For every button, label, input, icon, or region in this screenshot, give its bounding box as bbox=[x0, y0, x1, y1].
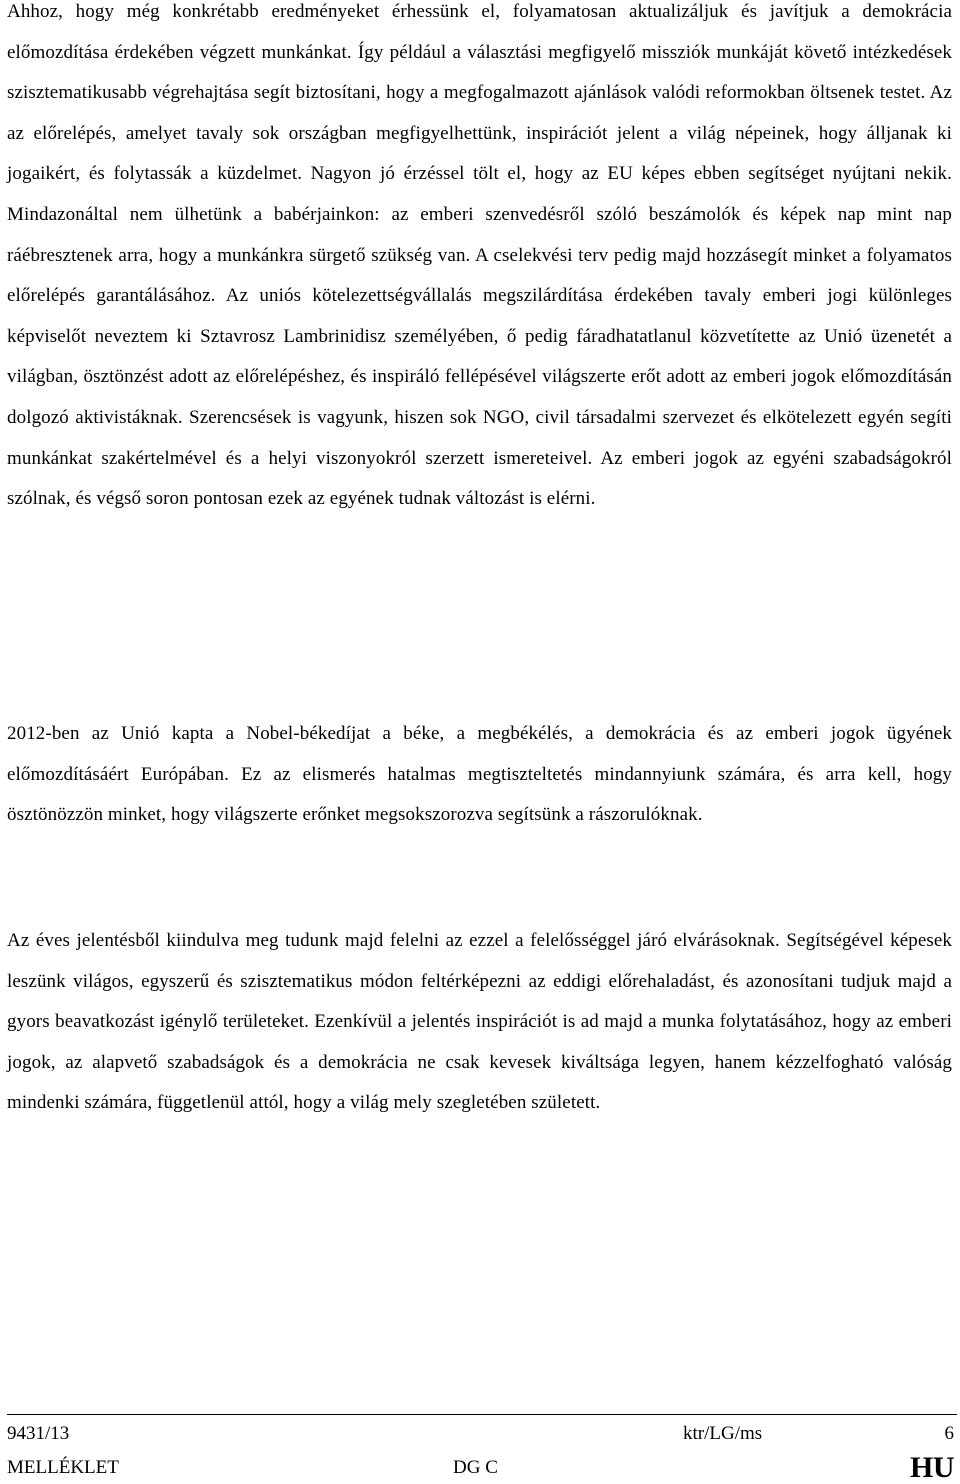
footer-dg: DG C bbox=[453, 1457, 498, 1478]
footer-divider bbox=[7, 1414, 957, 1415]
body-paragraph-3: Az éves jelentésből kiindulva meg tudunk majd felelni az ezzel a felelősséggel járó elvárásoknak. Segítségével képesek leszünk világos, egyszerű és szisztematikus módon feltérképezni az eddigi előrehaladást, és azonosítani tudjuk majd a gyors beavatkozást igénylő területeket. Ezenkívül a jelentés inspirációt is ad majd a munka folytatásához, hogy az emberi jogok, az alapvető szabadságok és a demokrácia ne csak kevesek kiváltsága legyen, hanem kézzelfogható valóság mindenki számára, függetlenül attól, hogy a világ mely szegletében született. bbox=[7, 930, 952, 1114]
footer-annex: MELLÉKLET bbox=[7, 1457, 119, 1478]
footer-doc-number: 9431/13 bbox=[7, 1423, 70, 1444]
body-paragraph-1: Ahhoz, hogy még konkrétabb eredményeket érhessünk el, folyamatosan aktualizáljuk és javítjuk a demokrácia előmozdítása érdekében végzett munkánkat. Így például a választási megfigyelő missziók munkáját követő intézkedések szisztematikusabb végrehajtása segít biztosítani, hogy a megfogalmazott ajánlások valódi reformokban öltsenek testet. Az az előrelépés, amelyet tavaly sok országban megfigyelhettünk, inspirációt jelent a világ népeinek, hogy álljanak ki jogaikért, és folytassák a küzdelmet. Nagyon jó érzéssel tölt el, hogy az EU képes ebben segítséget nyújtani nekik. Mindazonáltal nem ülhetünk a babérjainkon: az emberi szenvedésről szóló beszámolók és képek nap mint nap ráébresztenek arra, hogy a munkánkra sürgető szükség van. A cselekvési terv pedig majd hozzásegít minket a folyamatos előrelépés garantálásához. Az uniós kötelezettségvállalás megszilárdítása érdekében tavaly emberi jogi különleges képviselőt neveztem ki Sztavrosz Lambrinidisz személyében, ő pedig fáradhatatlanul közvetítette az Unió üzenetét a világban, ösztönzést adott az előrelépéshez, és inspiráló fellépésével világszerte erőt adott az emberi jogok előmozdításán dolgozó aktivistáknak. Szerencsések is vagyunk, hiszen sok NGO, civil társadalmi szervezet és elkötelezett egyén segíti munkánkat szakértelmével és a helyi viszonyokról szerzett ismereteivel. Az emberi jogok az egyéni szabadságokról szólnak, és végső soron pontosan ezek az egyének tudnak változást is elérni. bbox=[7, 1, 952, 510]
footer-reference: ktr/LG/ms bbox=[683, 1423, 763, 1444]
footer-language: HU bbox=[910, 1451, 954, 1484]
footer-page-number: 6 bbox=[944, 1423, 954, 1444]
body-paragraph-2: 2012-ben az Unió kapta a Nobel-békedíjat a béke, a megbékélés, a demokrácia és az emberi jogok ügyének előmozdításáért Európában. Ez az elismerés hatalmas megtiszteltetés mindannyiunk számára, és arra kell, hogy ösztönözzön minket, hogy világszerte erőnket megsokszorozva segítsünk a rászorulóknak. bbox=[7, 723, 952, 826]
